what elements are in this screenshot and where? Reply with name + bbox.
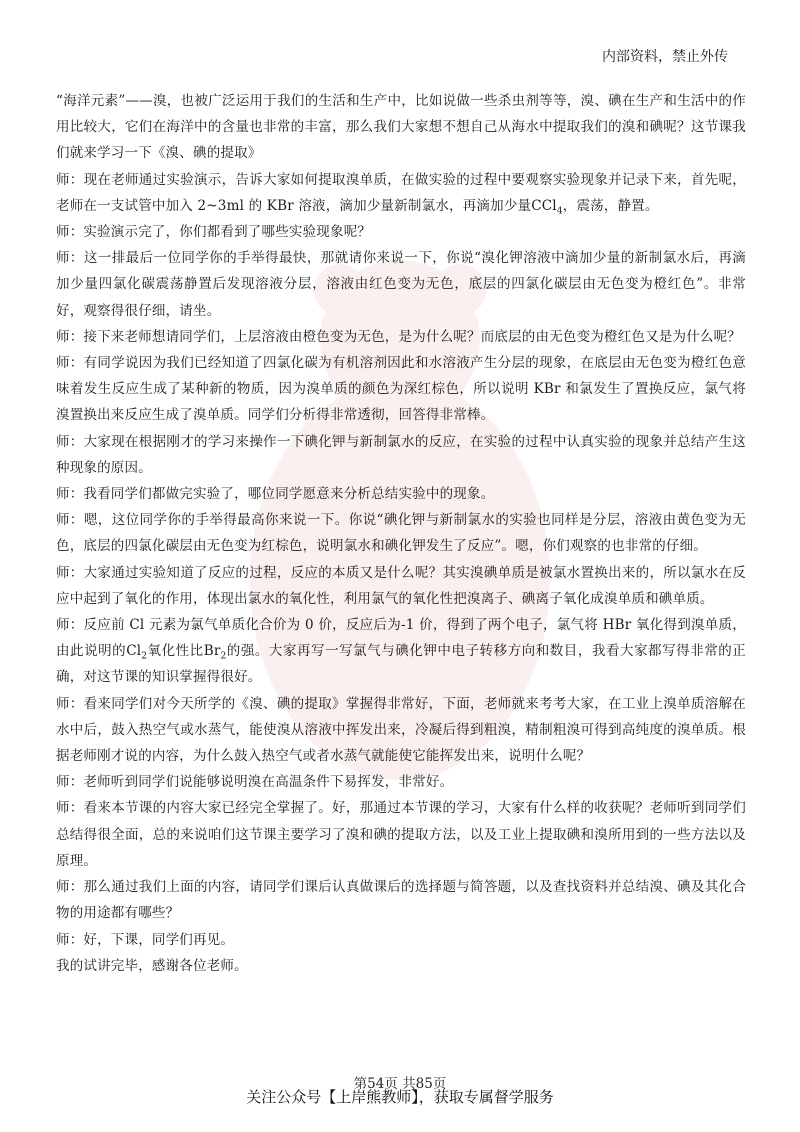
paragraph: 师：看来本节课的内容大家已经完全掌握了。好，那通过本节课的学习，大家有什么样的收获呢？老师听到同学们总结得很全面，总的来说咱们这节课主要学习了溴和碘的提取方法，以及工业上提取碘和溴所用到的一些方法以及原理。 (56, 800, 746, 869)
formula-sub: 2 (220, 651, 227, 662)
formula-sub: 4 (556, 206, 563, 217)
footer-promo: 关注公众号【上岸熊教师】，获取专属督学服务 (246, 1088, 554, 1106)
paragraph (56, 167, 746, 219)
paragraph-text: 的强。大家再写一写氯气与碘化钾中电子转移方向和数目，我看大家都写得非常的正确，对这节课的知识掌握得很好。 (56, 643, 746, 686)
formula-main: CCl (531, 197, 557, 214)
paragraph-text: 氧化性比 (147, 643, 204, 660)
paragraph (56, 612, 746, 691)
paragraph: “海洋元素”——溴，也被广泛运用于我们的生活和生产中，比如说做一些杀虫剂等等，溴、碘在生产和生活中的作用比较大，它们在海洋中的含量也非常的丰富，那么我们大家想不想自己从海水中提取我们的溴和碘呢？这节课我们就来学习一下《溴、碘的提取》 (56, 93, 746, 162)
header-note: 内部资料，禁止外传 (602, 49, 728, 65)
paragraph-text: 师：反应前 Cl 元素为氯气单质化合价为 0 价，反应后为-1 价，得到了两个电子，氯气将 HBr 氧化得到溴单质，由此说明的 (56, 617, 746, 660)
paragraph: 师：嗯，这位同学你的手举得最高你来说一下。你说“碘化钾与新制氯水的实验也同样是分层，溶液由黄色变为无色，底层的四氯化碳层由无色变为红棕色，说明氯水和碘化钾发生了反应”。嗯，你们观察的也非常的仔细。 (56, 512, 746, 555)
paragraph: 师：好，下课，同学们再见。 (56, 931, 235, 948)
paragraph: 师：大家现在根据刚才的学习来操作一下碘化钾与新制氯水的反应，在实验的过程中认真实验的现象并总结产生这种现象的原因。 (56, 433, 746, 476)
formula-main: Br (203, 643, 221, 660)
formula-main: Cl (126, 643, 142, 660)
paragraph: 师：接下来老师想请同学们，上层溶液由橙色变为无色，是为什么呢？而底层的由无色变为橙红色又是为什么呢？ (56, 328, 741, 345)
paragraph: 师：有同学说因为我们已经知道了四氯化碳为有机溶剂因此和水溶液产生分层的现象，在底层由无色变为橙红色意味着发生反应生成了某种新的物质，因为溴单质的颜色为深红棕色，所以说明 KBr 和氯发生了置换反应，氯气将溴置换出来反应生成了溴单质。同学们分析得非常透彻，回答得非常棒。 (56, 355, 746, 424)
lecture-transcript (56, 88, 746, 979)
paragraph: 师：这一排最后一位同学你的手举得最快，那就请你来说一下，你说“溴化钾溶液中滴加少量的新制氯水后，再滴加少量四氯化碳震荡静置后发现溶液分层，溶液由红色变为无色，底层的四氯化碳层由无色变为橙红色”。非常好，观察得很仔细，请坐。 (56, 250, 746, 319)
paragraph-text: 师：现在老师通过实验演示，告诉大家如何提取溴单质，在做实验的过程中要观察实验现象并记录下来，首先呢，老师在一支试管中加入 2~3ml 的 KBr 溶液，滴加少量新制氯水，再滴加少量 (56, 171, 746, 214)
chemical-formula (531, 197, 563, 217)
paragraph: 师：大家通过实验知道了反应的过程，反应的本质又是什么呢？其实溴碘单质是被氯水置换出来的，所以氯水在反应中起到了氧化的作用，体现出氯水的氧化性，利用氯气的氧化性把溴离子、碘离子氧化成溴单质和碘单质。 (56, 564, 746, 607)
page-number: 第54页 共85页 (353, 1076, 447, 1092)
paragraph: 师：看来同学们对今天所学的《溴、碘的提取》掌握得非常好，下面，老师就来考考大家，在工业上溴单质溶解在水中后，鼓入热空气或水蒸气，能使溴从溶液中挥发出来，冷凝后得到粗溴，精制粗溴可得到高纯度的溴单质。根据老师刚才说的内容，为什么鼓入热空气或者水蒸气就能使它能挥发出来，说明什么呢？ (56, 695, 746, 765)
chemical-formula (126, 643, 148, 662)
paragraph: 师：我看同学们都做完实验了，哪位同学愿意来分析总结实验中的现象。 (56, 486, 495, 503)
paragraph: 我的试讲完毕，感谢各位老师。 (56, 957, 248, 974)
paragraph: 师：那么通过我们上面的内容，请同学们课后认真做课后的选择题与简答题，以及查找资料并总结溴、碘及其化合物的用途都有哪些？ (56, 879, 746, 922)
formula-sub: 2 (141, 651, 148, 662)
paragraph: 师：实验演示完了，你们都看到了哪些实验现象呢？ (56, 224, 372, 241)
paragraph-text: ，震荡，静置。 (562, 197, 659, 214)
paragraph: 师：老师听到同学们说能够说明溴在高温条件下易挥发，非常好。 (56, 774, 454, 791)
chemical-formula (203, 643, 227, 662)
